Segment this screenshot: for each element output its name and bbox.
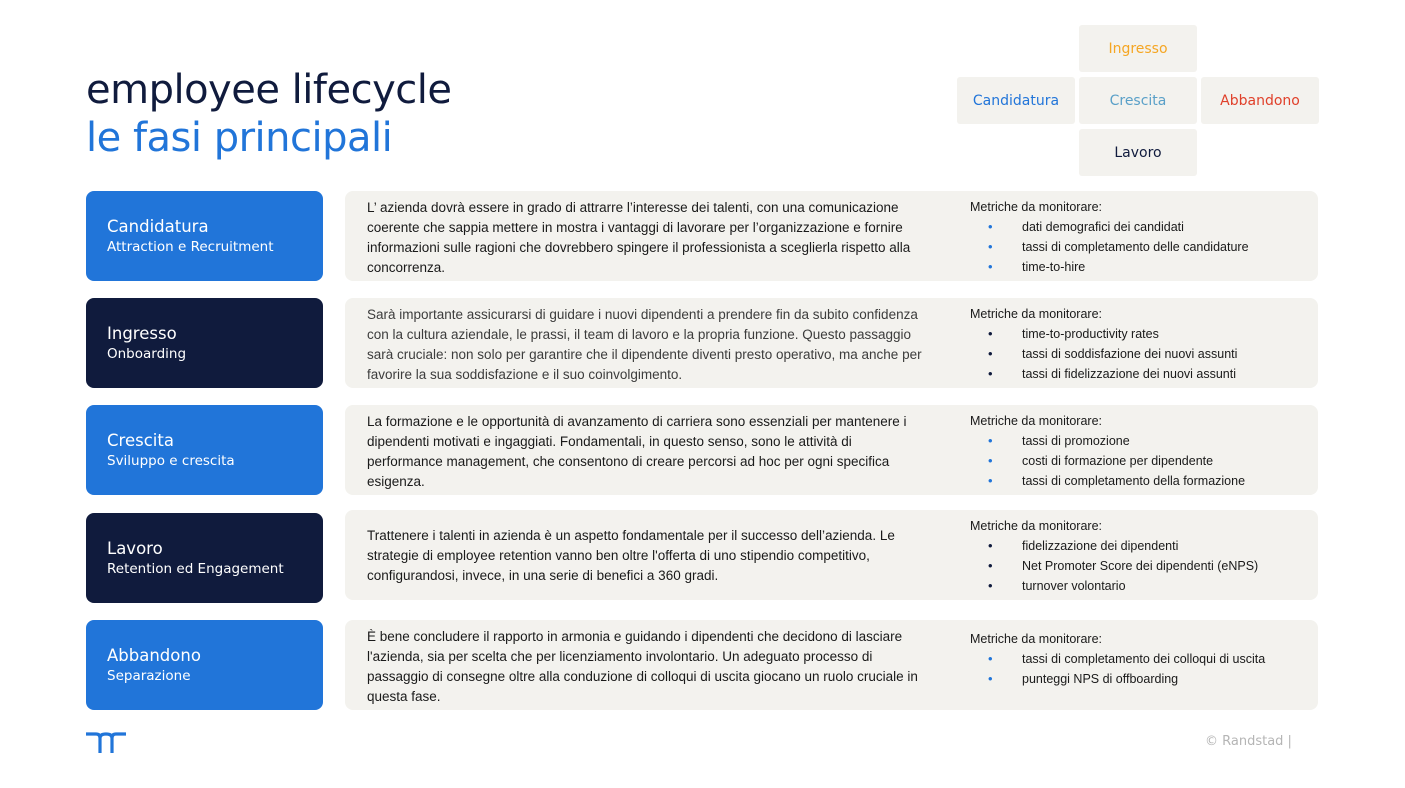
phase-description: La formazione e le opportunità di avanzamento di carriera sono essenziali per mantenere i dipendenti motivati e ingaggiati. Fondamentali, in questo senso, sono le attività di performance management, che consentono di creare percorsi ad hoc per ogni specifica esigenza. (367, 414, 907, 489)
cross-crescita: Crescita (1079, 77, 1197, 124)
metrics-block (970, 516, 1310, 596)
phase-subtitle: Separazione (107, 667, 191, 684)
title-line-2: le fasi principali (86, 115, 393, 161)
cross-abbandono: Abbandono (1201, 77, 1319, 124)
cross-lavoro: Lavoro (1079, 129, 1197, 176)
metric-item: • time-to-hire (970, 257, 1310, 277)
phase-subtitle: Sviluppo e crescita (107, 452, 235, 469)
metrics-title: Metriche da monitorare: (970, 632, 1103, 646)
phase-content-candidatura (345, 191, 1318, 281)
metric-item: • tassi di completamento delle candidature (970, 237, 1310, 257)
randstad-logo-icon (86, 731, 126, 753)
metrics-title: Metriche da monitorare: (970, 414, 1103, 428)
phase-subtitle: Attraction e Recruitment (107, 238, 274, 255)
metric-item: • punteggi NPS di offboarding (970, 669, 1310, 689)
phase-content-crescita (345, 405, 1318, 495)
phase-ingresso (86, 298, 323, 388)
metrics-block (970, 197, 1310, 277)
phase-abbandono (86, 620, 323, 710)
phase-title: Ingresso (107, 323, 177, 343)
metrics-block (970, 304, 1310, 384)
metric-item: • fidelizzazione dei dipendenti (970, 536, 1310, 556)
title-line-1: employee lifecycle (86, 67, 452, 113)
phase-subtitle: Retention ed Engagement (107, 560, 284, 577)
phase-lavoro (86, 513, 323, 603)
cross-ingresso: Ingresso (1079, 25, 1197, 72)
metric-item: • costi di formazione per dipendente (970, 451, 1310, 471)
phase-title: Candidatura (107, 216, 209, 236)
metric-item: • dati demografici dei candidati (970, 217, 1310, 237)
phase-content-lavoro (345, 510, 1318, 600)
page-title (86, 66, 451, 162)
metric-item: • time-to-productivity rates (970, 324, 1310, 344)
phase-content-ingresso (345, 298, 1318, 388)
metrics-block (970, 411, 1310, 491)
phase-title: Lavoro (107, 538, 163, 558)
copyright: © Randstad | (1205, 734, 1292, 749)
phase-description: L’ azienda dovrà essere in grado di attrarre l’interesse dei talenti, con una comunicazione coerente che sappia mettere in mostra i vantaggi di lavorare per l’organizzazione e fornire informazioni sulle ragioni che dovrebbero spingere il professionista a sceglierla rispetto alla concorrenza. (367, 200, 911, 275)
metric-item: • Net Promoter Score dei dipendenti (eNPS) (970, 556, 1310, 576)
phase-title: Crescita (107, 430, 174, 450)
metrics-title: Metriche da monitorare: (970, 307, 1103, 321)
phase-title: Abbandono (107, 645, 201, 665)
phase-subtitle: Onboarding (107, 345, 187, 362)
metric-item: • turnover volontario (970, 576, 1310, 596)
metric-item: • tassi di completamento della formazione (970, 471, 1310, 491)
metrics-title: Metriche da monitorare: (970, 200, 1103, 214)
metric-item: • tassi di completamento dei colloqui di uscita (970, 649, 1310, 669)
metric-item: • tassi di promozione (970, 431, 1310, 451)
phase-candidatura (86, 191, 323, 281)
metrics-block (970, 629, 1310, 689)
phase-crescita (86, 405, 323, 495)
metric-item: • tassi di fidelizzazione dei nuovi assunti (970, 364, 1310, 384)
cross-candidatura: Candidatura (957, 77, 1075, 124)
phase-description: È bene concludere il rapporto in armonia e guidando i dipendenti che decidono di lasciare l'azienda, sia per scelta che per licenziamento involontario. Un adeguato processo di passaggio di consegne oltre alla conduzione di colloqui di uscita giocano un ruolo cruciale in questa fase. (367, 629, 918, 704)
metrics-title: Metriche da monitorare: (970, 519, 1103, 533)
phase-content-abbandono (345, 620, 1318, 710)
phase-description: Trattenere i talenti in azienda è un aspetto fondamentale per il successo dell’azienda. Le strategie di employee retention vanno ben oltre l'offerta di uno stipendio competitivo, configurandosi, invece, in una serie di benefici a 360 gradi. (367, 528, 895, 583)
metric-item: • tassi di soddisfazione dei nuovi assunti (970, 344, 1310, 364)
phase-description: Sarà importante assicurarsi di guidare i nuovi dipendenti a prendere fin da subito confidenza con la cultura aziendale, le prassi, il team di lavoro e la propria funzione. Questo passaggio sarà cruciale: non solo per garantire che il dipendente diventi presto operativo, ma anche per favorire la sua soddisfazione e il suo coinvolgimento. (367, 307, 922, 382)
